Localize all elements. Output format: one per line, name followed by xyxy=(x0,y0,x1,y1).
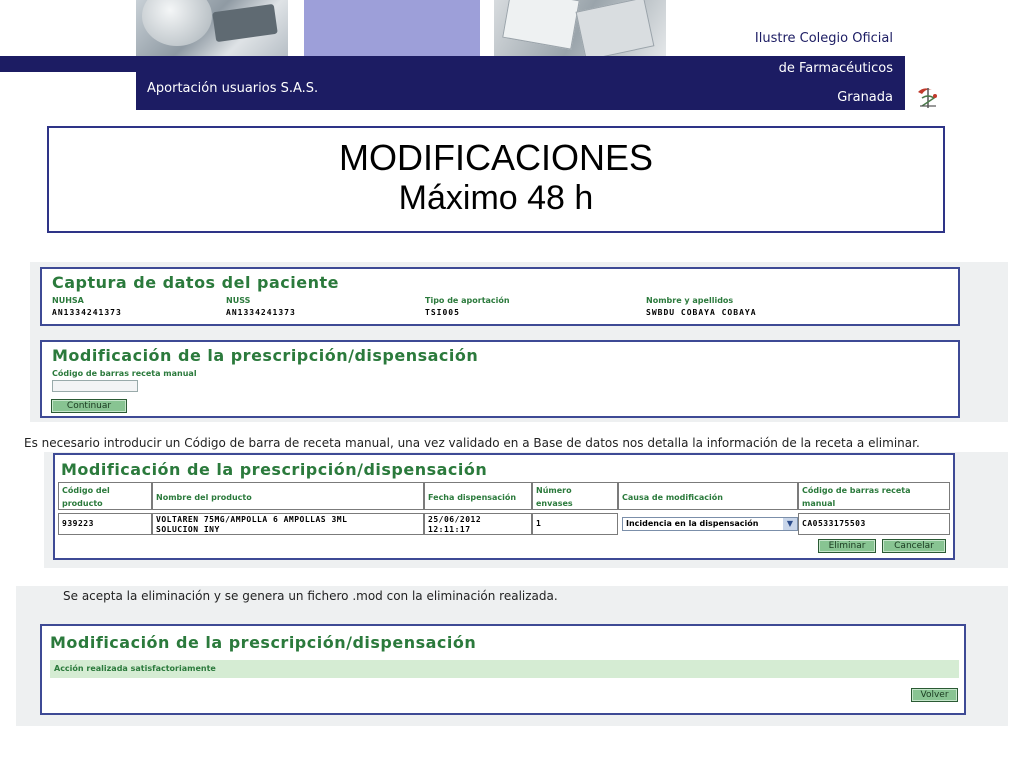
row-product-name: VOLTAREN 75MG/AMPOLLA 6 AMPOLLAS 3ML SOLUCION INY xyxy=(152,513,424,535)
row-package-count: 1 xyxy=(532,513,618,535)
back-button[interactable]: Volver xyxy=(911,688,958,702)
modification-panel-title: Modificación de la prescripción/dispensación xyxy=(52,346,479,365)
pharmacy-caduceus-icon xyxy=(914,84,942,110)
nuss-value: AN1334241373 xyxy=(226,308,296,317)
header-photo-documents xyxy=(494,0,666,56)
header-subtitle: Aportación usuarios S.A.S. xyxy=(147,81,319,96)
barcode-label: Código de barras receta manual xyxy=(52,369,197,378)
slide-subtitle: Máximo 48 h xyxy=(398,179,594,217)
table-panel-title: Modificación de la prescripción/dispensación xyxy=(61,460,488,479)
instruction-note: Es necesario introducir un Código de barra de receta manual, una vez validado en a Base de datos nos detalla la información de la receta a eliminar. xyxy=(24,436,920,450)
success-message: Acción realizada satisfactoriamente xyxy=(50,660,959,678)
delete-button[interactable]: Eliminar xyxy=(818,539,876,553)
contribution-type-value: TSI005 xyxy=(425,308,460,317)
row-product-code: 939223 xyxy=(58,513,152,535)
chevron-down-icon[interactable]: ▼ xyxy=(783,518,797,530)
result-note: Se acepta la eliminación y se genera un fichero .mod con la eliminación realizada. xyxy=(63,589,558,603)
result-panel-title: Modificación de la prescripción/dispensación xyxy=(50,633,477,652)
column-header-manual-barcode: Código de barras receta manual xyxy=(798,482,950,510)
row-dispensing-date: 25/06/2012 12:11:17 xyxy=(424,513,532,535)
modification-cause-value: Incidencia en la dispensación xyxy=(626,519,759,528)
header-title-bar xyxy=(136,72,905,110)
modification-panel xyxy=(40,340,960,418)
modification-cause-select[interactable] xyxy=(622,517,798,531)
header-top-bar xyxy=(0,56,905,72)
full-name-value: SWBDU COBAYA COBAYA xyxy=(646,308,757,317)
column-header-product-name: Nombre del producto xyxy=(152,482,424,510)
header-photo-scale xyxy=(136,0,288,56)
nuss-label: NUSS xyxy=(226,296,251,305)
slide-title: MODIFICACIONES xyxy=(338,137,653,178)
college-name-line3: Granada xyxy=(837,90,893,105)
patient-data-panel xyxy=(40,267,960,326)
college-name-line2: de Farmacéuticos xyxy=(778,61,893,76)
prescription-table-panel xyxy=(53,453,955,560)
result-panel xyxy=(40,624,966,715)
nuhsa-label: NUHSA xyxy=(52,296,84,305)
column-header-modification-cause: Causa de modificación xyxy=(618,482,798,510)
full-name-label: Nombre y apellidos xyxy=(646,296,734,305)
column-header-product-code: Código del producto xyxy=(58,482,152,510)
patient-panel-title: Captura de datos del paciente xyxy=(52,273,339,292)
barcode-input[interactable] xyxy=(52,380,138,392)
header-color-block xyxy=(304,0,480,56)
cancel-button[interactable]: Cancelar xyxy=(882,539,946,553)
continue-button[interactable]: Continuar xyxy=(51,399,127,413)
contribution-type-label: Tipo de aportación xyxy=(425,296,510,305)
slide-heading-box xyxy=(47,126,945,233)
column-header-dispensing-date: Fecha dispensación xyxy=(424,482,532,510)
nuhsa-value: AN1334241373 xyxy=(52,308,122,317)
column-header-package-count: Número envases xyxy=(532,482,618,510)
college-name-line1: Ilustre Colegio Oficial xyxy=(754,31,893,46)
row-manual-barcode: CA0533175503 xyxy=(798,513,950,535)
